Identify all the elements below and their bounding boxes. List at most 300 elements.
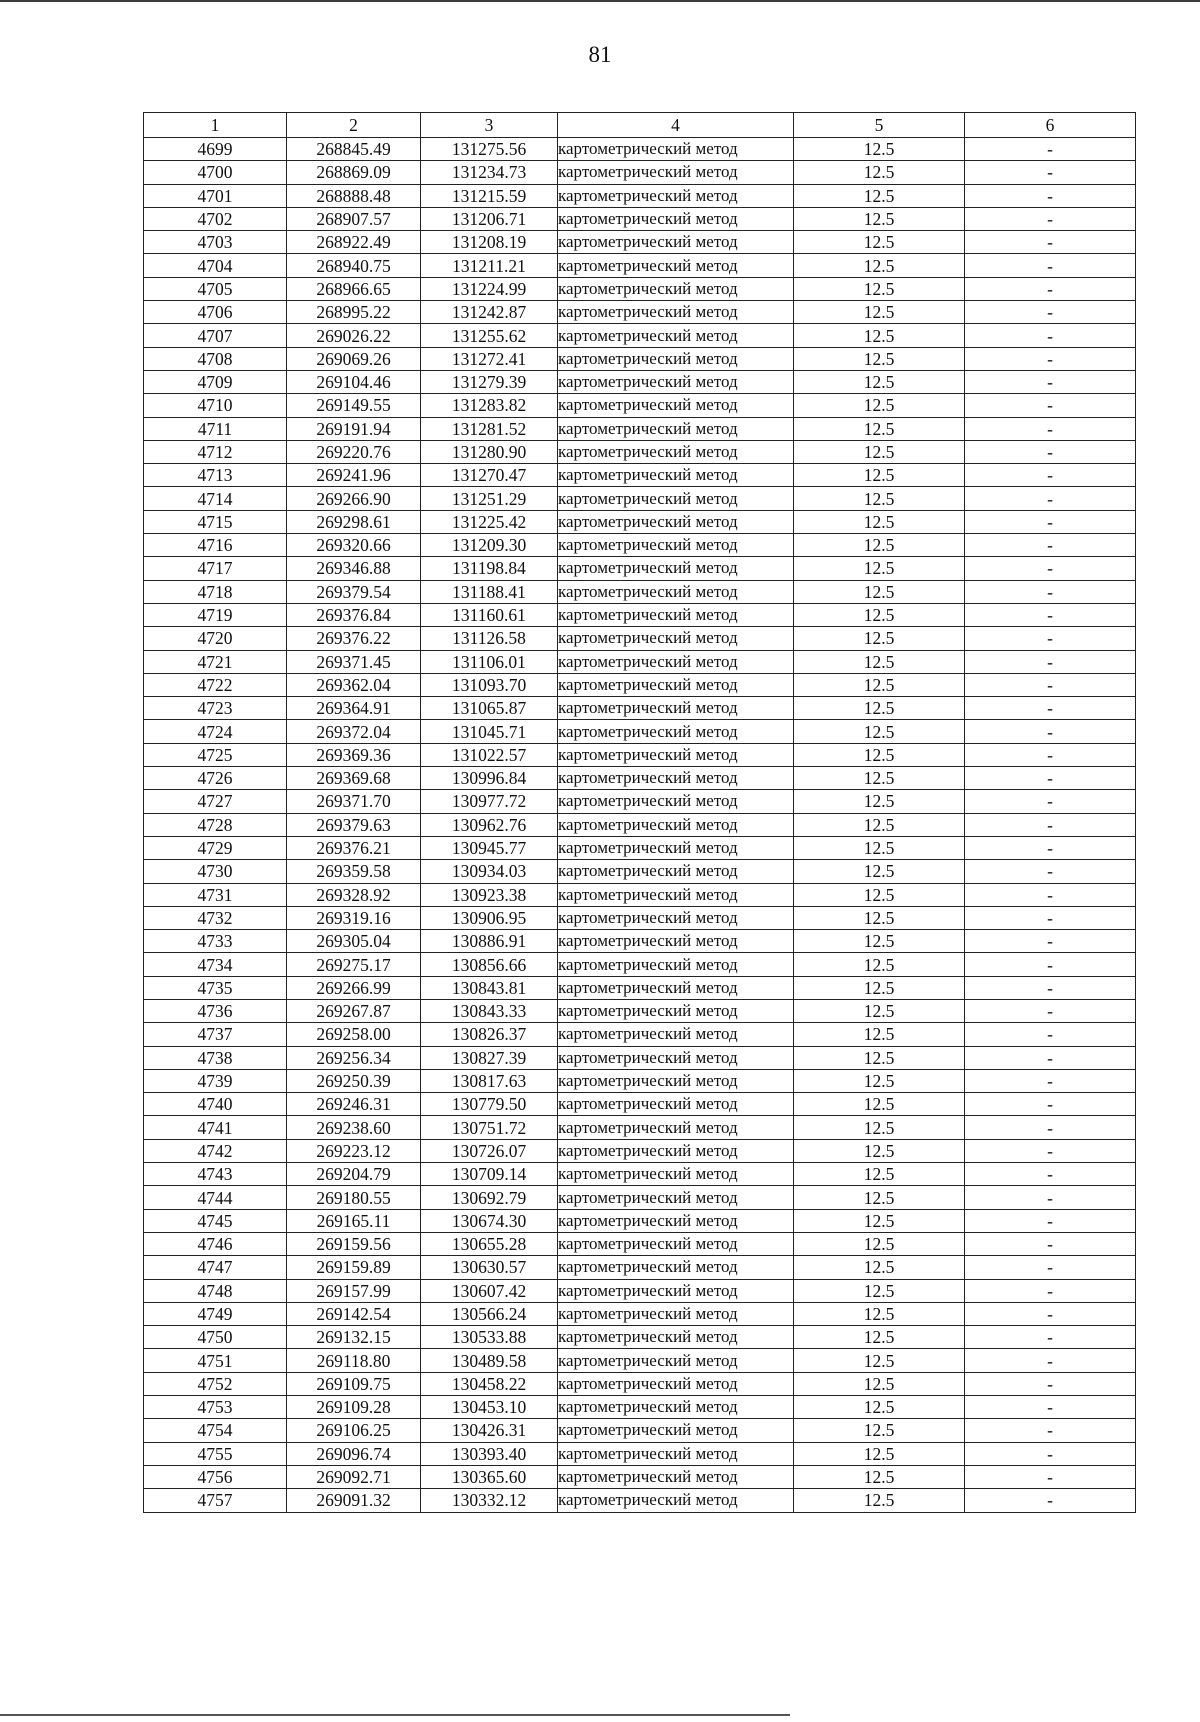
y-coordinate-cell: 130945.77	[421, 836, 558, 859]
header-cell: 5	[794, 113, 965, 138]
y-coordinate-cell: 130923.38	[421, 883, 558, 906]
point-number-cell: 4739	[144, 1069, 287, 1092]
note-cell: -	[965, 627, 1136, 650]
accuracy-cell: 12.5	[794, 161, 965, 184]
y-coordinate-cell: 130843.81	[421, 976, 558, 999]
note-cell: -	[965, 906, 1136, 929]
table-row	[144, 1186, 1136, 1209]
note-cell: -	[965, 464, 1136, 487]
x-coordinate-cell: 269091.32	[287, 1489, 421, 1512]
note-cell: -	[965, 1256, 1136, 1279]
x-coordinate-cell: 268922.49	[287, 231, 421, 254]
note-cell: -	[965, 324, 1136, 347]
table-row	[144, 394, 1136, 417]
note-cell: -	[965, 557, 1136, 580]
x-coordinate-cell: 268888.48	[287, 184, 421, 207]
point-number-cell: 4723	[144, 697, 287, 720]
x-coordinate-cell: 269379.63	[287, 813, 421, 836]
x-coordinate-cell: 269238.60	[287, 1116, 421, 1139]
point-number-cell: 4734	[144, 953, 287, 976]
accuracy-cell: 12.5	[794, 510, 965, 533]
note-cell: -	[965, 813, 1136, 836]
note-cell: -	[965, 1279, 1136, 1302]
point-number-cell: 4749	[144, 1302, 287, 1325]
method-cell: картометрический метод	[558, 161, 794, 184]
x-coordinate-cell: 268869.09	[287, 161, 421, 184]
accuracy-cell: 12.5	[794, 301, 965, 324]
method-cell: картометрический метод	[558, 394, 794, 417]
accuracy-cell: 12.5	[794, 324, 965, 347]
x-coordinate-cell: 269096.74	[287, 1442, 421, 1465]
y-coordinate-cell: 130533.88	[421, 1326, 558, 1349]
table-row	[144, 1116, 1136, 1139]
y-coordinate-cell: 130709.14	[421, 1163, 558, 1186]
note-cell: -	[965, 1349, 1136, 1372]
accuracy-cell: 12.5	[794, 720, 965, 743]
coordinates-table	[143, 112, 1136, 1513]
accuracy-cell: 12.5	[794, 743, 965, 766]
x-coordinate-cell: 269180.55	[287, 1186, 421, 1209]
point-number-cell: 4718	[144, 580, 287, 603]
note-cell: -	[965, 1186, 1136, 1209]
point-number-cell: 4716	[144, 534, 287, 557]
accuracy-cell: 12.5	[794, 1116, 965, 1139]
method-cell: картометрический метод	[558, 138, 794, 161]
header-cell: 2	[287, 113, 421, 138]
x-coordinate-cell: 269328.92	[287, 883, 421, 906]
accuracy-cell: 12.5	[794, 906, 965, 929]
note-cell: -	[965, 650, 1136, 673]
note-cell: -	[965, 673, 1136, 696]
accuracy-cell: 12.5	[794, 767, 965, 790]
method-cell: картометрический метод	[558, 1023, 794, 1046]
accuracy-cell: 12.5	[794, 277, 965, 300]
point-number-cell: 4715	[144, 510, 287, 533]
point-number-cell: 4737	[144, 1023, 287, 1046]
x-coordinate-cell: 269204.79	[287, 1163, 421, 1186]
accuracy-cell: 12.5	[794, 254, 965, 277]
y-coordinate-cell: 131280.90	[421, 440, 558, 463]
accuracy-cell: 12.5	[794, 976, 965, 999]
table-row	[144, 1046, 1136, 1069]
table-row	[144, 510, 1136, 533]
note-cell: -	[965, 207, 1136, 230]
point-number-cell: 4701	[144, 184, 287, 207]
point-number-cell: 4705	[144, 277, 287, 300]
note-cell: -	[965, 1419, 1136, 1442]
y-coordinate-cell: 130607.42	[421, 1279, 558, 1302]
method-cell: картометрический метод	[558, 1372, 794, 1395]
x-coordinate-cell: 269371.70	[287, 790, 421, 813]
y-coordinate-cell: 130692.79	[421, 1186, 558, 1209]
table-row	[144, 860, 1136, 883]
y-coordinate-cell: 130365.60	[421, 1465, 558, 1488]
x-coordinate-cell: 269026.22	[287, 324, 421, 347]
table-row	[144, 1372, 1136, 1395]
y-coordinate-cell: 130817.63	[421, 1069, 558, 1092]
x-coordinate-cell: 269371.45	[287, 650, 421, 673]
note-cell: -	[965, 161, 1136, 184]
point-number-cell: 4738	[144, 1046, 287, 1069]
y-coordinate-cell: 131251.29	[421, 487, 558, 510]
table-row	[144, 138, 1136, 161]
table-row	[144, 301, 1136, 324]
accuracy-cell: 12.5	[794, 557, 965, 580]
table-row	[144, 650, 1136, 673]
y-coordinate-cell: 131242.87	[421, 301, 558, 324]
x-coordinate-cell: 269298.61	[287, 510, 421, 533]
method-cell: картометрический метод	[558, 534, 794, 557]
note-cell: -	[965, 394, 1136, 417]
x-coordinate-cell: 269266.99	[287, 976, 421, 999]
accuracy-cell: 12.5	[794, 650, 965, 673]
method-cell: картометрический метод	[558, 1093, 794, 1116]
accuracy-cell: 12.5	[794, 1349, 965, 1372]
accuracy-cell: 12.5	[794, 1326, 965, 1349]
x-coordinate-cell: 268940.75	[287, 254, 421, 277]
note-cell: -	[965, 370, 1136, 393]
note-cell: -	[965, 1209, 1136, 1232]
accuracy-cell: 12.5	[794, 836, 965, 859]
x-coordinate-cell: 268907.57	[287, 207, 421, 230]
x-coordinate-cell: 269142.54	[287, 1302, 421, 1325]
point-number-cell: 4753	[144, 1396, 287, 1419]
table-row	[144, 580, 1136, 603]
x-coordinate-cell: 269092.71	[287, 1465, 421, 1488]
point-number-cell: 4713	[144, 464, 287, 487]
point-number-cell: 4743	[144, 1163, 287, 1186]
point-number-cell: 4747	[144, 1256, 287, 1279]
method-cell: картометрический метод	[558, 1209, 794, 1232]
y-coordinate-cell: 131126.58	[421, 627, 558, 650]
table-row	[144, 1069, 1136, 1092]
x-coordinate-cell: 269220.76	[287, 440, 421, 463]
point-number-cell: 4707	[144, 324, 287, 347]
x-coordinate-cell: 268966.65	[287, 277, 421, 300]
accuracy-cell: 12.5	[794, 790, 965, 813]
note-cell: -	[965, 1023, 1136, 1046]
y-coordinate-cell: 130962.76	[421, 813, 558, 836]
note-cell: -	[965, 999, 1136, 1022]
method-cell: картометрический метод	[558, 580, 794, 603]
table-row	[144, 1163, 1136, 1186]
note-cell: -	[965, 1093, 1136, 1116]
x-coordinate-cell: 269223.12	[287, 1139, 421, 1162]
y-coordinate-cell: 130393.40	[421, 1442, 558, 1465]
note-cell: -	[965, 1139, 1136, 1162]
table-row	[144, 720, 1136, 743]
y-coordinate-cell: 131093.70	[421, 673, 558, 696]
table-row	[144, 767, 1136, 790]
accuracy-cell: 12.5	[794, 1302, 965, 1325]
table-row	[144, 603, 1136, 626]
table-row	[144, 697, 1136, 720]
method-cell: картометрический метод	[558, 790, 794, 813]
table-row	[144, 184, 1136, 207]
note-cell: -	[965, 277, 1136, 300]
accuracy-cell: 12.5	[794, 1023, 965, 1046]
table-row	[144, 534, 1136, 557]
table-row	[144, 1442, 1136, 1465]
point-number-cell: 4755	[144, 1442, 287, 1465]
table-row	[144, 906, 1136, 929]
accuracy-cell: 12.5	[794, 603, 965, 626]
x-coordinate-cell: 269109.28	[287, 1396, 421, 1419]
table-row	[144, 1396, 1136, 1419]
y-coordinate-cell: 130886.91	[421, 930, 558, 953]
method-cell: картометрический метод	[558, 697, 794, 720]
x-coordinate-cell: 269157.99	[287, 1279, 421, 1302]
point-number-cell: 4722	[144, 673, 287, 696]
accuracy-cell: 12.5	[794, 370, 965, 393]
table-row	[144, 464, 1136, 487]
note-cell: -	[965, 231, 1136, 254]
accuracy-cell: 12.5	[794, 464, 965, 487]
y-coordinate-cell: 130489.58	[421, 1349, 558, 1372]
note-cell: -	[965, 1163, 1136, 1186]
y-coordinate-cell: 130332.12	[421, 1489, 558, 1512]
table-body	[144, 138, 1136, 1513]
point-number-cell: 4748	[144, 1279, 287, 1302]
note-cell: -	[965, 1326, 1136, 1349]
x-coordinate-cell: 269149.55	[287, 394, 421, 417]
y-coordinate-cell: 131224.99	[421, 277, 558, 300]
note-cell: -	[965, 1396, 1136, 1419]
method-cell: картометрический метод	[558, 1069, 794, 1092]
point-number-cell: 4706	[144, 301, 287, 324]
x-coordinate-cell: 269241.96	[287, 464, 421, 487]
x-coordinate-cell: 269369.68	[287, 767, 421, 790]
point-number-cell: 4728	[144, 813, 287, 836]
point-number-cell: 4711	[144, 417, 287, 440]
point-number-cell: 4710	[144, 394, 287, 417]
y-coordinate-cell: 131208.19	[421, 231, 558, 254]
point-number-cell: 4703	[144, 231, 287, 254]
accuracy-cell: 12.5	[794, 1489, 965, 1512]
point-number-cell: 4727	[144, 790, 287, 813]
y-coordinate-cell: 130566.24	[421, 1302, 558, 1325]
note-cell: -	[965, 697, 1136, 720]
table-row	[144, 1326, 1136, 1349]
table-row	[144, 1139, 1136, 1162]
point-number-cell: 4733	[144, 930, 287, 953]
y-coordinate-cell: 131272.41	[421, 347, 558, 370]
y-coordinate-cell: 131281.52	[421, 417, 558, 440]
point-number-cell: 4740	[144, 1093, 287, 1116]
accuracy-cell: 12.5	[794, 1209, 965, 1232]
x-coordinate-cell: 269369.36	[287, 743, 421, 766]
y-coordinate-cell: 130934.03	[421, 860, 558, 883]
x-coordinate-cell: 269250.39	[287, 1069, 421, 1092]
point-number-cell: 4721	[144, 650, 287, 673]
method-cell: картометрический метод	[558, 813, 794, 836]
note-cell: -	[965, 953, 1136, 976]
method-cell: картометрический метод	[558, 860, 794, 883]
method-cell: картометрический метод	[558, 370, 794, 393]
y-coordinate-cell: 130843.33	[421, 999, 558, 1022]
method-cell: картометрический метод	[558, 1326, 794, 1349]
x-coordinate-cell: 268995.22	[287, 301, 421, 324]
point-number-cell: 4744	[144, 1186, 287, 1209]
table-row	[144, 673, 1136, 696]
point-number-cell: 4702	[144, 207, 287, 230]
y-coordinate-cell: 131106.01	[421, 650, 558, 673]
method-cell: картометрический метод	[558, 207, 794, 230]
method-cell: картометрический метод	[558, 324, 794, 347]
x-coordinate-cell: 269246.31	[287, 1093, 421, 1116]
y-coordinate-cell: 131188.41	[421, 580, 558, 603]
accuracy-cell: 12.5	[794, 487, 965, 510]
method-cell: картометрический метод	[558, 627, 794, 650]
accuracy-cell: 12.5	[794, 1465, 965, 1488]
x-coordinate-cell: 269104.46	[287, 370, 421, 393]
method-cell: картометрический метод	[558, 1186, 794, 1209]
x-coordinate-cell: 269362.04	[287, 673, 421, 696]
x-coordinate-cell: 269376.84	[287, 603, 421, 626]
accuracy-cell: 12.5	[794, 1093, 965, 1116]
point-number-cell: 4708	[144, 347, 287, 370]
table-row	[144, 1209, 1136, 1232]
note-cell: -	[965, 347, 1136, 370]
method-cell: картометрический метод	[558, 301, 794, 324]
point-number-cell: 4731	[144, 883, 287, 906]
method-cell: картометрический метод	[558, 1139, 794, 1162]
y-coordinate-cell: 131215.59	[421, 184, 558, 207]
table-row	[144, 1419, 1136, 1442]
y-coordinate-cell: 130726.07	[421, 1139, 558, 1162]
x-coordinate-cell: 269364.91	[287, 697, 421, 720]
point-number-cell: 4724	[144, 720, 287, 743]
method-cell: картометрический метод	[558, 1465, 794, 1488]
note-cell: -	[965, 790, 1136, 813]
point-number-cell: 4756	[144, 1465, 287, 1488]
table-row	[144, 487, 1136, 510]
point-number-cell: 4751	[144, 1349, 287, 1372]
x-coordinate-cell: 268845.49	[287, 138, 421, 161]
accuracy-cell: 12.5	[794, 1279, 965, 1302]
y-coordinate-cell: 131225.42	[421, 510, 558, 533]
accuracy-cell: 12.5	[794, 1232, 965, 1255]
table-row	[144, 557, 1136, 580]
y-coordinate-cell: 130779.50	[421, 1093, 558, 1116]
accuracy-cell: 12.5	[794, 1139, 965, 1162]
table-row	[144, 836, 1136, 859]
method-cell: картометрический метод	[558, 976, 794, 999]
accuracy-cell: 12.5	[794, 207, 965, 230]
method-cell: картометрический метод	[558, 1419, 794, 1442]
y-coordinate-cell: 130996.84	[421, 767, 558, 790]
point-number-cell: 4709	[144, 370, 287, 393]
table-row	[144, 254, 1136, 277]
point-number-cell: 4704	[144, 254, 287, 277]
x-coordinate-cell: 269118.80	[287, 1349, 421, 1372]
point-number-cell: 4742	[144, 1139, 287, 1162]
x-coordinate-cell: 269159.56	[287, 1232, 421, 1255]
table-row	[144, 743, 1136, 766]
accuracy-cell: 12.5	[794, 394, 965, 417]
note-cell: -	[965, 440, 1136, 463]
point-number-cell: 4725	[144, 743, 287, 766]
note-cell: -	[965, 1489, 1136, 1512]
point-number-cell: 4719	[144, 603, 287, 626]
header-cell: 6	[965, 113, 1136, 138]
table-row	[144, 440, 1136, 463]
y-coordinate-cell: 131160.61	[421, 603, 558, 626]
y-coordinate-cell: 130655.28	[421, 1232, 558, 1255]
y-coordinate-cell: 131022.57	[421, 743, 558, 766]
table-row	[144, 1023, 1136, 1046]
y-coordinate-cell: 130426.31	[421, 1419, 558, 1442]
method-cell: картометрический метод	[558, 1396, 794, 1419]
accuracy-cell: 12.5	[794, 860, 965, 883]
accuracy-cell: 12.5	[794, 1046, 965, 1069]
method-cell: картометрический метод	[558, 1256, 794, 1279]
accuracy-cell: 12.5	[794, 138, 965, 161]
method-cell: картометрический метод	[558, 510, 794, 533]
accuracy-cell: 12.5	[794, 883, 965, 906]
x-coordinate-cell: 269376.21	[287, 836, 421, 859]
method-cell: картометрический метод	[558, 1116, 794, 1139]
point-number-cell: 4735	[144, 976, 287, 999]
y-coordinate-cell: 130977.72	[421, 790, 558, 813]
table-row	[144, 1279, 1136, 1302]
point-number-cell: 4730	[144, 860, 287, 883]
method-cell: картометрический метод	[558, 347, 794, 370]
accuracy-cell: 12.5	[794, 627, 965, 650]
x-coordinate-cell: 269159.89	[287, 1256, 421, 1279]
note-cell: -	[965, 417, 1136, 440]
x-coordinate-cell: 269258.00	[287, 1023, 421, 1046]
accuracy-cell: 12.5	[794, 347, 965, 370]
method-cell: картометрический метод	[558, 603, 794, 626]
y-coordinate-cell: 130751.72	[421, 1116, 558, 1139]
x-coordinate-cell: 269109.75	[287, 1372, 421, 1395]
table-row	[144, 1349, 1136, 1372]
accuracy-cell: 12.5	[794, 697, 965, 720]
accuracy-cell: 12.5	[794, 440, 965, 463]
y-coordinate-cell: 130630.57	[421, 1256, 558, 1279]
method-cell: картометрический метод	[558, 1046, 794, 1069]
table-row	[144, 277, 1136, 300]
method-cell: картометрический метод	[558, 1442, 794, 1465]
note-cell: -	[965, 1302, 1136, 1325]
table-row	[144, 883, 1136, 906]
point-number-cell: 4752	[144, 1372, 287, 1395]
x-coordinate-cell: 269305.04	[287, 930, 421, 953]
method-cell: картометрический метод	[558, 720, 794, 743]
y-coordinate-cell: 131255.62	[421, 324, 558, 347]
method-cell: картометрический метод	[558, 487, 794, 510]
accuracy-cell: 12.5	[794, 534, 965, 557]
method-cell: картометрический метод	[558, 673, 794, 696]
method-cell: картометрический метод	[558, 1302, 794, 1325]
y-coordinate-cell: 130906.95	[421, 906, 558, 929]
note-cell: -	[965, 603, 1136, 626]
point-number-cell: 4754	[144, 1419, 287, 1442]
note-cell: -	[965, 1442, 1136, 1465]
note-cell: -	[965, 487, 1136, 510]
y-coordinate-cell: 131279.39	[421, 370, 558, 393]
note-cell: -	[965, 930, 1136, 953]
method-cell: картометрический метод	[558, 906, 794, 929]
table-row	[144, 207, 1136, 230]
point-number-cell: 4732	[144, 906, 287, 929]
note-cell: -	[965, 976, 1136, 999]
accuracy-cell: 12.5	[794, 673, 965, 696]
note-cell: -	[965, 1372, 1136, 1395]
note-cell: -	[965, 743, 1136, 766]
table-row	[144, 999, 1136, 1022]
